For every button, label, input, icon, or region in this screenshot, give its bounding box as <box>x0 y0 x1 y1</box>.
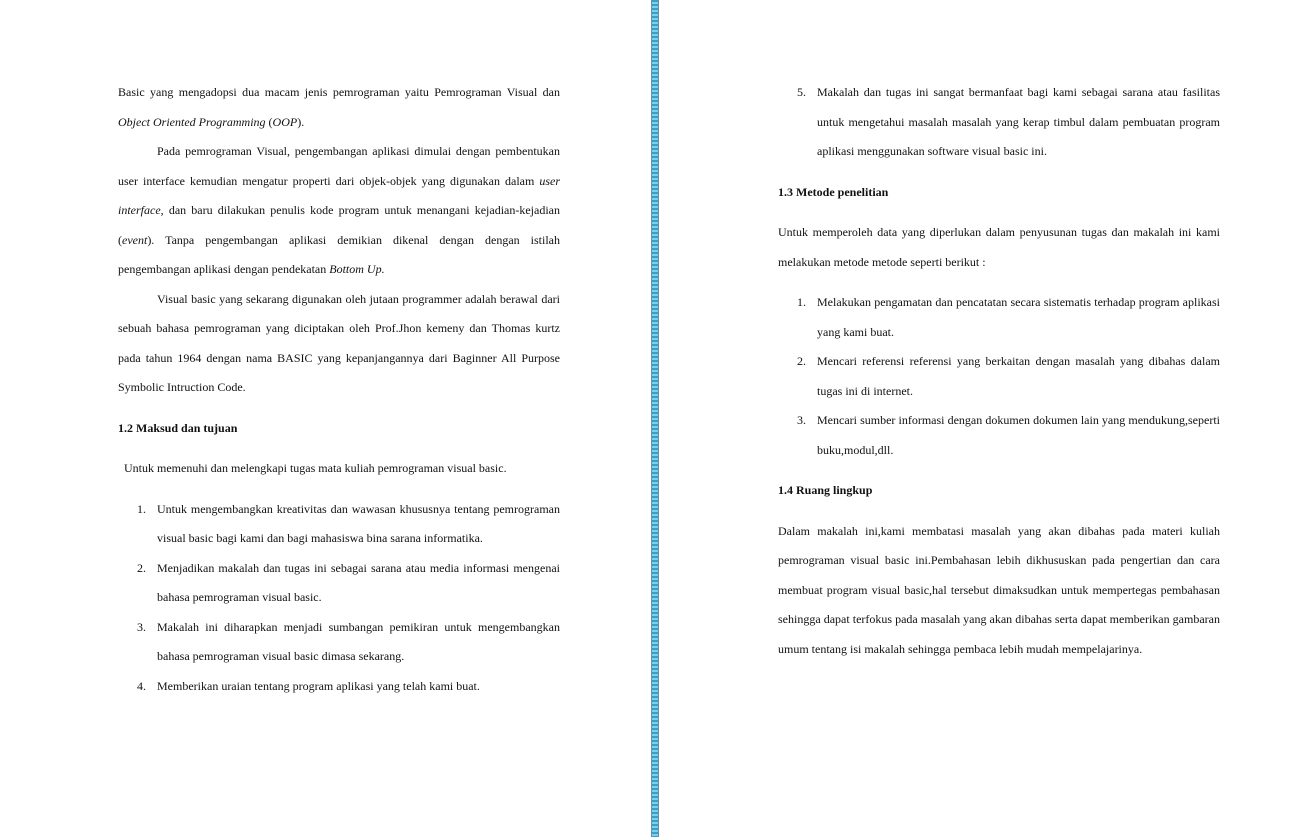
metode-intro: Untuk memperoleh data yang diperlukan dalam penyusunan tugas dan makalah ini kami melakukan metode metode seperti berikut : <box>778 225 1220 269</box>
heading-maksud-tujuan: 1.2 Maksud dan tujuan <box>118 420 238 435</box>
page-divider <box>651 0 659 837</box>
paragraph-pemrograman-visual: Pada pemrograman Visual, pengembangan aplikasi dimulai dengan pembentukan user interface kemudian mengatur properti dari objek-objek yang digunakan dalam user interface, dan baru dilakukan penulis kode program untuk menangani kejadian-kejadian (event). Tanpa pengembangan aplikasi demikian dikenal dengan dengan istilah pengembangan aplikasi dengan pendekatan Bottom Up. <box>118 144 560 276</box>
paragraph-history: Visual basic yang sekarang digunakan oleh jutaan programmer adalah berawal dari sebuah bahasa pemrograman yang diciptakan oleh Prof.Jhon kemeny dan Thomas kurtz pada tahun 1964 dengan nama BASIC yang kepanjangannya dari Baginner All Purpose Symbolic Intruction Code. <box>118 291 560 394</box>
left-page-content <box>118 78 560 701</box>
list-item: 1. Melakukan pengamatan dan pencatatan secara sistematis terhadap program aplikasi yang kami buat. <box>797 295 1220 339</box>
method-list <box>778 288 1220 465</box>
heading-ruang-lingkup: 1.4 Ruang lingkup <box>778 483 873 497</box>
right-page <box>659 0 1307 837</box>
right-page-content <box>778 78 1220 664</box>
list-item: 3. Mencari sumber informasi dengan dokumen dokumen lain yang mendukung,seperti buku,modul,dll. <box>797 413 1220 457</box>
left-page <box>0 0 651 837</box>
purpose-list <box>118 495 560 702</box>
intro-maksud: Untuk memenuhi dan melengkapi tugas mata kuliah pemrograman visual basic. <box>124 461 507 475</box>
list-item: 4. Memberikan uraian tentang program aplikasi yang telah kami buat. <box>137 678 480 693</box>
list-item: 2. Mencari referensi referensi yang berkaitan dengan masalah yang dibahas dalam tugas ini di internet. <box>797 354 1220 398</box>
purpose-list-continued <box>778 78 1220 167</box>
list-item: 3. Makalah ini diharapkan menjadi sumbangan pemikiran untuk mengembangkan bahasa pemrograman visual basic dimasa sekarang. <box>137 619 560 663</box>
paragraph-visual-basic-oop: Basic yang mengadopsi dua macam jenis pemrograman yaitu Pemrograman Visual dan Object Oriented Programming (OOP). <box>118 85 560 129</box>
list-item: 5. Makalah dan tugas ini sangat bermanfaat bagi kami sebagai sarana atau fasilitas untuk mengetahui masalah masalah yang kerap timbul dalam pembuatan program aplikasi menggunakan software visual basic ini. <box>797 85 1220 158</box>
list-item: 2. Menjadikan makalah dan tugas ini sebagai sarana atau media informasi mengenai bahasa pemrograman visual basic. <box>137 560 560 604</box>
list-item: 1. Untuk mengembangkan kreativitas dan wawasan khususnya tentang pemrograman visual basic bagi kami dan bagi mahasiswa bina sarana informatika. <box>137 501 560 545</box>
paragraph-ruang-lingkup: Dalam makalah ini,kami membatasi masalah yang akan dibahas pada materi kuliah pemrograman visual basic ini.Pembahasan lebih dikhususkan pada pengertian dan cara membuat program visual basic,hal tersebut dimaksudkan untuk mempertegas pembahasan sehingga dapat terfokus pada masalah yang akan dibahas serta dapat memberikan gambaran umum tentang isi makalah sehingga pembaca lebih mudah mempelajarinya. <box>778 523 1220 656</box>
heading-metode-penelitian: 1.3 Metode penelitian <box>778 184 889 199</box>
